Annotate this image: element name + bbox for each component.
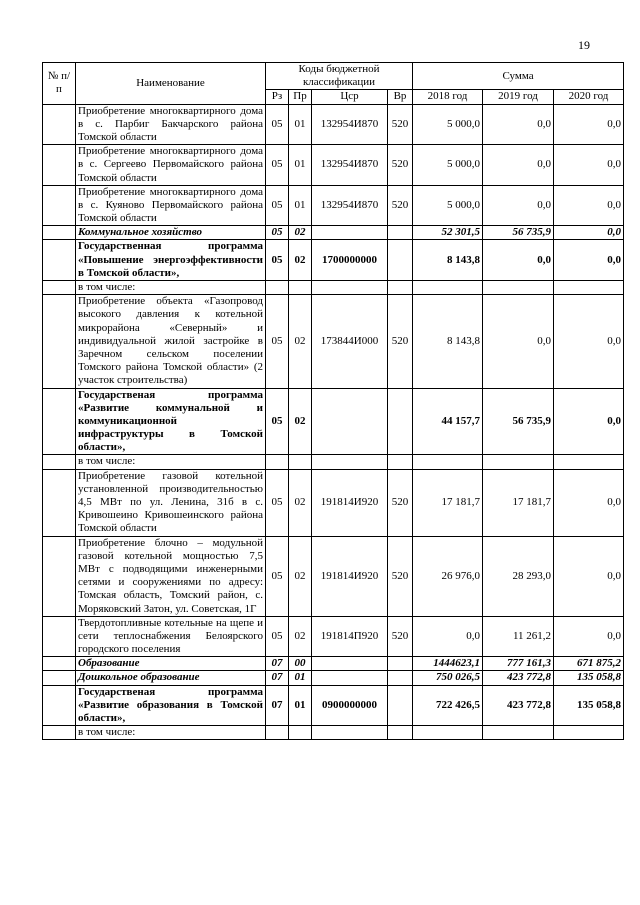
cell-pr: 01 xyxy=(289,185,312,226)
page-number: 19 xyxy=(578,38,590,52)
cell-2019: 423 772,8 xyxy=(483,685,554,726)
cell-2018: 8 143,8 xyxy=(413,240,483,281)
cell-name: Приобретение объекта «Газопровод высокого давления к котельной микрорайона «Северный» и индивидуальной жилой застройке в Заречном сельском поселении Томского района Томской области» (2 участок строительства) xyxy=(76,295,266,388)
cell-name: Государственая программа «Развитие коммунальной и коммуникационной инфраструктуры в Томской области», xyxy=(76,388,266,455)
cell-vr: 520 xyxy=(388,295,413,388)
cell-2018: 5 000,0 xyxy=(413,185,483,226)
cell-rz: 07 xyxy=(266,671,289,685)
cell-vr: 520 xyxy=(388,145,413,186)
cell-num xyxy=(43,671,76,685)
cell-2018: 1444623,1 xyxy=(413,657,483,671)
cell-2020 xyxy=(554,726,624,740)
cell-rz: 05 xyxy=(266,185,289,226)
cell-2018: 17 181,7 xyxy=(413,469,483,536)
cell-2019: 0,0 xyxy=(483,104,554,145)
cell-2018 xyxy=(413,455,483,469)
cell-csr xyxy=(312,455,388,469)
cell-num xyxy=(43,104,76,145)
cell-pr: 02 xyxy=(289,616,312,657)
cell-csr xyxy=(312,281,388,295)
cell-rz: 05 xyxy=(266,145,289,186)
cell-name: в том числе: xyxy=(76,726,266,740)
cell-csr xyxy=(312,657,388,671)
cell-2020 xyxy=(554,281,624,295)
cell-num xyxy=(43,295,76,388)
cell-2018: 8 143,8 xyxy=(413,295,483,388)
cell-vr xyxy=(388,657,413,671)
cell-name: в том числе: xyxy=(76,455,266,469)
cell-vr: 520 xyxy=(388,104,413,145)
cell-2018: 5 000,0 xyxy=(413,145,483,186)
table-row xyxy=(43,657,624,671)
cell-2019: 0,0 xyxy=(483,185,554,226)
cell-csr xyxy=(312,726,388,740)
cell-2020: 0,0 xyxy=(554,104,624,145)
cell-vr xyxy=(388,726,413,740)
cell-2018: 722 426,5 xyxy=(413,685,483,726)
cell-num xyxy=(43,240,76,281)
cell-2018: 750 026,5 xyxy=(413,671,483,685)
cell-vr: 520 xyxy=(388,469,413,536)
cell-csr: 191814И920 xyxy=(312,469,388,536)
cell-2020: 0,0 xyxy=(554,240,624,281)
cell-2020: 0,0 xyxy=(554,536,624,616)
table-row xyxy=(43,455,624,469)
cell-name: Государственная программа «Повышение энергоэффективности в Томской области», xyxy=(76,240,266,281)
cell-name: Твердотопливные котельные на щепе и сети теплоснабжения Белоярского городского поселения xyxy=(76,616,266,657)
table-row xyxy=(43,185,624,226)
header-codes-label: Коды бюджетной классификации xyxy=(298,63,380,89)
table-row xyxy=(43,295,624,388)
cell-num xyxy=(43,455,76,469)
table-row xyxy=(43,226,624,240)
header-row-top xyxy=(43,63,624,90)
cell-vr xyxy=(388,671,413,685)
cell-2018 xyxy=(413,726,483,740)
cell-rz: 07 xyxy=(266,685,289,726)
cell-2020: 135 058,8 xyxy=(554,671,624,685)
cell-name: Приобретение многоквартирного дома в с. Куяново Первомайского района Томской области xyxy=(76,185,266,226)
cell-name: Приобретение многоквартирного дома в с. Парбиг Бакчарского района Томской области xyxy=(76,104,266,145)
cell-num xyxy=(43,226,76,240)
cell-2019: 0,0 xyxy=(483,295,554,388)
cell-name: Коммунальное хозяйство xyxy=(76,226,266,240)
table-row xyxy=(43,281,624,295)
cell-pr: 02 xyxy=(289,536,312,616)
cell-pr: 02 xyxy=(289,226,312,240)
header-name-label: Наименование xyxy=(136,76,205,89)
cell-num xyxy=(43,616,76,657)
cell-csr: 132954И870 xyxy=(312,185,388,226)
cell-2019: 0,0 xyxy=(483,240,554,281)
cell-name: Приобретение многоквартирного дома в с. Сергеево Первомайского района Томской области xyxy=(76,145,266,186)
table-row xyxy=(43,104,624,145)
cell-csr: 132954И870 xyxy=(312,104,388,145)
cell-vr: 520 xyxy=(388,536,413,616)
cell-pr: 02 xyxy=(289,240,312,281)
cell-num xyxy=(43,388,76,455)
cell-2019: 423 772,8 xyxy=(483,671,554,685)
cell-vr: 520 xyxy=(388,616,413,657)
cell-rz xyxy=(266,726,289,740)
header-rz: Рз xyxy=(266,90,289,104)
cell-csr: 173844И000 xyxy=(312,295,388,388)
header-pr: Пр xyxy=(289,90,312,104)
cell-rz: 07 xyxy=(266,657,289,671)
cell-name: Приобретение блочно – модульной газовой котельной мощностью 7,5 МВт с подводящими инженерными сетями и сооружениями по адресу: Томская область, Томский район, с. Моряковский Затон, ул. Советская, 1Г xyxy=(76,536,266,616)
cell-pr: 01 xyxy=(289,145,312,186)
table-row xyxy=(43,388,624,455)
cell-pr xyxy=(289,455,312,469)
cell-rz: 05 xyxy=(266,388,289,455)
cell-csr: 191814П920 xyxy=(312,616,388,657)
cell-vr xyxy=(388,240,413,281)
cell-2020: 0,0 xyxy=(554,295,624,388)
cell-csr xyxy=(312,226,388,240)
header-codes xyxy=(266,63,413,90)
cell-2020: 0,0 xyxy=(554,185,624,226)
cell-num xyxy=(43,145,76,186)
cell-pr xyxy=(289,281,312,295)
cell-num xyxy=(43,281,76,295)
cell-vr: 520 xyxy=(388,185,413,226)
header-sum-label: Сумма xyxy=(502,69,534,82)
cell-2020: 0,0 xyxy=(554,388,624,455)
cell-2019: 11 261,2 xyxy=(483,616,554,657)
cell-num xyxy=(43,185,76,226)
cell-vr xyxy=(388,226,413,240)
header-csr: Цср xyxy=(312,90,388,104)
cell-vr xyxy=(388,388,413,455)
cell-num xyxy=(43,685,76,726)
cell-name: Дошкольное образование xyxy=(76,671,266,685)
header-sum xyxy=(413,63,624,90)
cell-vr xyxy=(388,455,413,469)
cell-2020: 0,0 xyxy=(554,226,624,240)
cell-vr xyxy=(388,281,413,295)
cell-rz xyxy=(266,281,289,295)
cell-num xyxy=(43,536,76,616)
table-row xyxy=(43,685,624,726)
cell-num xyxy=(43,726,76,740)
cell-pr: 01 xyxy=(289,671,312,685)
cell-2020: 0,0 xyxy=(554,469,624,536)
cell-2019 xyxy=(483,726,554,740)
cell-2018 xyxy=(413,281,483,295)
cell-rz: 05 xyxy=(266,240,289,281)
cell-2018: 52 301,5 xyxy=(413,226,483,240)
cell-name: Государственая программа «Развитие образования в Томской области», xyxy=(76,685,266,726)
cell-2018: 5 000,0 xyxy=(413,104,483,145)
cell-name: Приобретение газовой котельной установленной производительностью 4,5 МВт по ул. Ленина, 31б в с. Кривошеино Кривошеинского района Томской области xyxy=(76,469,266,536)
budget-table xyxy=(42,62,624,740)
table-row xyxy=(43,536,624,616)
header-num-label: № п/п xyxy=(47,70,71,96)
table-row xyxy=(43,726,624,740)
cell-vr xyxy=(388,685,413,726)
cell-rz: 05 xyxy=(266,469,289,536)
cell-num xyxy=(43,469,76,536)
cell-2019: 0,0 xyxy=(483,145,554,186)
cell-2019: 17 181,7 xyxy=(483,469,554,536)
cell-2018: 0,0 xyxy=(413,616,483,657)
cell-pr: 01 xyxy=(289,104,312,145)
cell-2019: 28 293,0 xyxy=(483,536,554,616)
cell-csr: 0900000000 xyxy=(312,685,388,726)
cell-2019: 56 735,9 xyxy=(483,388,554,455)
cell-num xyxy=(43,657,76,671)
cell-2020: 671 875,2 xyxy=(554,657,624,671)
cell-2019 xyxy=(483,455,554,469)
cell-pr: 02 xyxy=(289,469,312,536)
cell-2020: 0,0 xyxy=(554,145,624,186)
cell-2019: 56 735,9 xyxy=(483,226,554,240)
cell-pr: 01 xyxy=(289,685,312,726)
header-name xyxy=(76,63,266,105)
header-2020: 2020 год xyxy=(554,90,624,104)
cell-pr: 02 xyxy=(289,295,312,388)
cell-2020: 0,0 xyxy=(554,616,624,657)
cell-rz: 05 xyxy=(266,536,289,616)
header-2018: 2018 год xyxy=(413,90,483,104)
cell-pr: 00 xyxy=(289,657,312,671)
header-num xyxy=(43,63,76,105)
cell-rz: 05 xyxy=(266,295,289,388)
cell-csr: 1700000000 xyxy=(312,240,388,281)
cell-2019: 777 161,3 xyxy=(483,657,554,671)
header-vr: Вр xyxy=(388,90,413,104)
cell-name: в том числе: xyxy=(76,281,266,295)
cell-2020: 135 058,8 xyxy=(554,685,624,726)
cell-csr: 132954И870 xyxy=(312,145,388,186)
table-row xyxy=(43,240,624,281)
table-row xyxy=(43,469,624,536)
cell-csr xyxy=(312,388,388,455)
table-row xyxy=(43,145,624,186)
cell-name: Образование xyxy=(76,657,266,671)
cell-rz: 05 xyxy=(266,226,289,240)
header-2019: 2019 год xyxy=(483,90,554,104)
cell-csr: 191814И920 xyxy=(312,536,388,616)
cell-rz: 05 xyxy=(266,104,289,145)
cell-2018: 26 976,0 xyxy=(413,536,483,616)
cell-pr: 02 xyxy=(289,388,312,455)
table-row xyxy=(43,671,624,685)
cell-pr xyxy=(289,726,312,740)
cell-csr xyxy=(312,671,388,685)
cell-rz: 05 xyxy=(266,616,289,657)
cell-2019 xyxy=(483,281,554,295)
table-row xyxy=(43,616,624,657)
cell-rz xyxy=(266,455,289,469)
cell-2020 xyxy=(554,455,624,469)
cell-2018: 44 157,7 xyxy=(413,388,483,455)
